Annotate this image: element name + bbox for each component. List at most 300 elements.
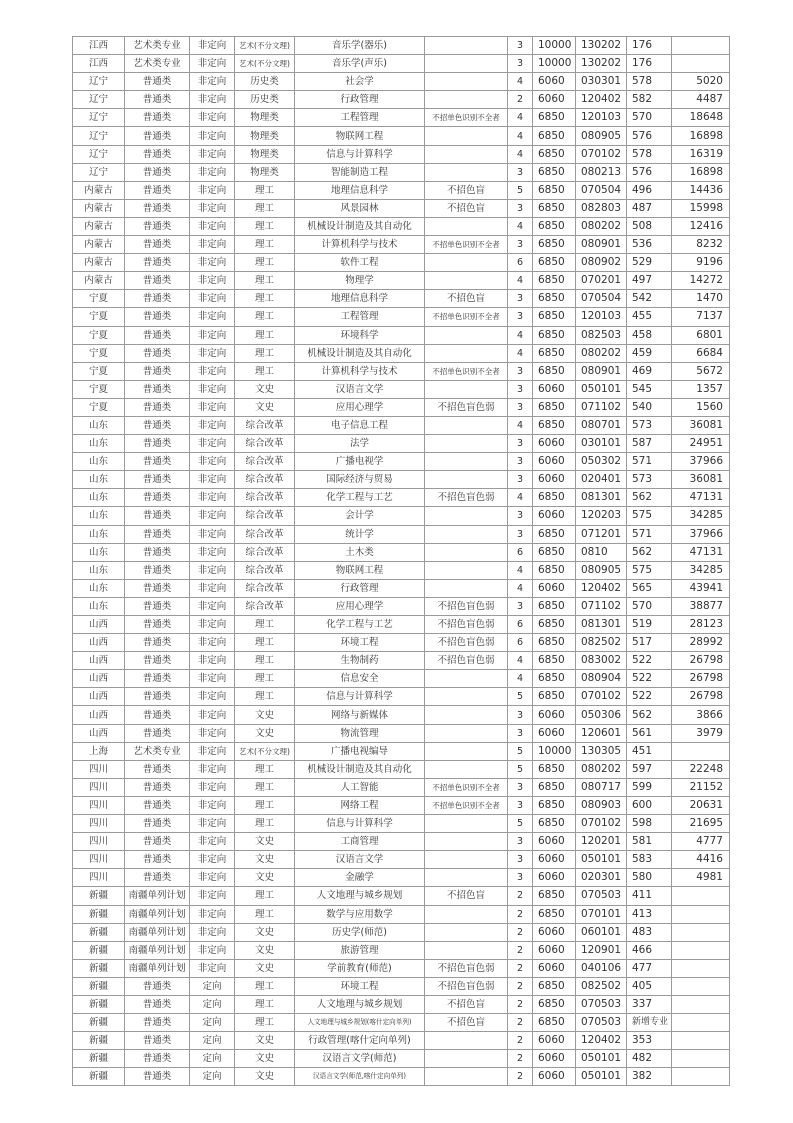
rank-cell: 36081 (672, 416, 730, 434)
table-row (73, 760, 730, 778)
category-cell: 普通类 (125, 778, 190, 796)
years-cell: 3 (508, 453, 533, 471)
restriction-cell (425, 73, 508, 91)
tuition-cell: 6060 (533, 1032, 576, 1050)
major-cell: 信息安全 (295, 670, 425, 688)
category-cell: 普通类 (125, 217, 190, 235)
tuition-cell: 6850 (533, 796, 576, 814)
province-cell: 山东 (73, 453, 125, 471)
province-cell: 江西 (73, 55, 125, 73)
province-cell: 山东 (73, 525, 125, 543)
province-cell: 新疆 (73, 959, 125, 977)
table-row (73, 308, 730, 326)
major-cell: 物联网工程 (295, 561, 425, 579)
category-cell: 普通类 (125, 91, 190, 109)
province-cell: 内蒙古 (73, 236, 125, 254)
major-cell: 人文地理与城乡规划 (295, 887, 425, 905)
major-code-cell: 120901 (576, 941, 627, 959)
restriction-cell: 不招色盲色弱 (425, 977, 508, 995)
table-row (73, 380, 730, 398)
orientation-cell: 非定向 (190, 163, 235, 181)
restriction-cell (425, 833, 508, 851)
major-cell: 机械设计制造及其自动化 (295, 760, 425, 778)
years-cell: 2 (508, 1032, 533, 1050)
category-cell: 普通类 (125, 435, 190, 453)
major-code-cell: 080904 (576, 670, 627, 688)
orientation-cell: 非定向 (190, 109, 235, 127)
major-code-cell: 083002 (576, 652, 627, 670)
restriction-cell: 不招色盲 (425, 995, 508, 1013)
rank-cell (672, 1014, 730, 1032)
subject-type-cell: 理工 (235, 905, 295, 923)
major-cell: 智能制造工程 (295, 163, 425, 181)
restriction-cell (425, 416, 508, 434)
years-cell: 4 (508, 489, 533, 507)
table-row (73, 742, 730, 760)
orientation-cell: 定向 (190, 977, 235, 995)
restriction-cell (425, 91, 508, 109)
score-cell: 597 (627, 760, 672, 778)
rank-cell: 3866 (672, 706, 730, 724)
years-cell: 2 (508, 905, 533, 923)
tuition-cell: 6060 (533, 471, 576, 489)
major-code-cell: 080717 (576, 778, 627, 796)
major-cell: 人工智能 (295, 778, 425, 796)
score-cell: 598 (627, 815, 672, 833)
subject-type-cell: 文史 (235, 833, 295, 851)
province-cell: 山东 (73, 471, 125, 489)
major-code-cell: 040106 (576, 959, 627, 977)
tuition-cell: 6850 (533, 109, 576, 127)
orientation-cell: 非定向 (190, 543, 235, 561)
years-cell: 2 (508, 1050, 533, 1068)
score-cell: 458 (627, 326, 672, 344)
restriction-cell: 不招色盲色弱 (425, 634, 508, 652)
table-row (73, 543, 730, 561)
major-cell: 应用心理学 (295, 398, 425, 416)
orientation-cell: 定向 (190, 995, 235, 1013)
restriction-cell: 不招色盲色弱 (425, 398, 508, 416)
province-cell: 山西 (73, 652, 125, 670)
years-cell: 4 (508, 272, 533, 290)
subject-type-cell: 文史 (235, 380, 295, 398)
orientation-cell: 非定向 (190, 579, 235, 597)
rank-cell: 15998 (672, 199, 730, 217)
major-cell: 物流管理 (295, 724, 425, 742)
rank-cell: 1470 (672, 290, 730, 308)
category-cell: 普通类 (125, 851, 190, 869)
years-cell: 4 (508, 561, 533, 579)
category-cell: 普通类 (125, 362, 190, 380)
category-cell: 普通类 (125, 254, 190, 272)
restriction-cell (425, 670, 508, 688)
subject-type-cell: 文史 (235, 1068, 295, 1086)
orientation-cell: 非定向 (190, 706, 235, 724)
subject-type-cell: 物理类 (235, 163, 295, 181)
category-cell: 南疆单列计划 (125, 959, 190, 977)
subject-type-cell: 历史类 (235, 91, 295, 109)
category-cell: 普通类 (125, 489, 190, 507)
score-cell: 562 (627, 489, 672, 507)
tuition-cell: 6850 (533, 543, 576, 561)
major-code-cell: 050101 (576, 380, 627, 398)
major-cell: 信息与计算科学 (295, 815, 425, 833)
tuition-cell: 6060 (533, 380, 576, 398)
restriction-cell (425, 380, 508, 398)
province-cell: 江西 (73, 37, 125, 55)
subject-type-cell: 物理类 (235, 109, 295, 127)
subject-type-cell: 理工 (235, 652, 295, 670)
major-cell: 信息与计算科学 (295, 145, 425, 163)
major-code-cell: 070503 (576, 887, 627, 905)
table-row (73, 344, 730, 362)
years-cell: 3 (508, 471, 533, 489)
rank-cell: 9196 (672, 254, 730, 272)
tuition-cell: 6850 (533, 398, 576, 416)
rank-cell (672, 995, 730, 1013)
rank-cell (672, 905, 730, 923)
table-row (73, 489, 730, 507)
tuition-cell: 6850 (533, 815, 576, 833)
rank-cell: 14272 (672, 272, 730, 290)
province-cell: 山西 (73, 706, 125, 724)
rank-cell: 3979 (672, 724, 730, 742)
tuition-cell: 6850 (533, 688, 576, 706)
subject-type-cell: 理工 (235, 616, 295, 634)
tuition-cell: 6060 (533, 724, 576, 742)
tuition-cell: 6850 (533, 145, 576, 163)
years-cell: 4 (508, 127, 533, 145)
subject-type-cell: 综合改革 (235, 453, 295, 471)
subject-type-cell: 文史 (235, 1050, 295, 1068)
score-cell: 545 (627, 380, 672, 398)
province-cell: 新疆 (73, 995, 125, 1013)
province-cell: 内蒙古 (73, 181, 125, 199)
subject-type-cell: 艺术(不分文理) (235, 37, 295, 55)
orientation-cell: 非定向 (190, 670, 235, 688)
score-cell: 575 (627, 507, 672, 525)
orientation-cell: 非定向 (190, 887, 235, 905)
rank-cell (672, 977, 730, 995)
major-code-cell: 080905 (576, 561, 627, 579)
province-cell: 辽宁 (73, 163, 125, 181)
major-code-cell: 050306 (576, 706, 627, 724)
province-cell: 四川 (73, 851, 125, 869)
tuition-cell: 6850 (533, 905, 576, 923)
restriction-cell (425, 507, 508, 525)
major-cell: 法学 (295, 435, 425, 453)
major-code-cell: 120103 (576, 308, 627, 326)
years-cell: 5 (508, 815, 533, 833)
table-row (73, 579, 730, 597)
score-cell: 405 (627, 977, 672, 995)
category-cell: 普通类 (125, 272, 190, 290)
category-cell: 普通类 (125, 724, 190, 742)
subject-type-cell: 文史 (235, 724, 295, 742)
subject-type-cell: 理工 (235, 217, 295, 235)
major-code-cell: 120402 (576, 579, 627, 597)
restriction-cell (425, 561, 508, 579)
orientation-cell: 非定向 (190, 597, 235, 615)
tuition-cell: 6060 (533, 706, 576, 724)
years-cell: 6 (508, 634, 533, 652)
table-row (73, 869, 730, 887)
major-code-cell: 120103 (576, 109, 627, 127)
major-cell: 风景园林 (295, 199, 425, 217)
table-row (73, 145, 730, 163)
years-cell: 2 (508, 977, 533, 995)
restriction-cell (425, 55, 508, 73)
years-cell: 4 (508, 416, 533, 434)
major-cell: 行政管理 (295, 579, 425, 597)
rank-cell: 38877 (672, 597, 730, 615)
major-code-cell: 130202 (576, 55, 627, 73)
major-code-cell: 050101 (576, 851, 627, 869)
years-cell: 4 (508, 217, 533, 235)
score-cell: 581 (627, 833, 672, 851)
subject-type-cell: 理工 (235, 344, 295, 362)
table-row (73, 815, 730, 833)
category-cell: 普通类 (125, 995, 190, 1013)
score-cell: 562 (627, 543, 672, 561)
table-row (73, 507, 730, 525)
province-cell: 辽宁 (73, 127, 125, 145)
score-cell: 新增专业 (627, 1014, 672, 1032)
orientation-cell: 非定向 (190, 851, 235, 869)
score-cell: 176 (627, 55, 672, 73)
rank-cell: 37966 (672, 453, 730, 471)
tuition-cell: 6850 (533, 597, 576, 615)
tuition-cell: 6850 (533, 525, 576, 543)
score-cell: 522 (627, 688, 672, 706)
years-cell: 4 (508, 145, 533, 163)
restriction-cell (425, 923, 508, 941)
major-code-cell: 020401 (576, 471, 627, 489)
tuition-cell: 6850 (533, 217, 576, 235)
table-row (73, 416, 730, 434)
score-cell: 497 (627, 272, 672, 290)
years-cell: 2 (508, 1014, 533, 1032)
score-cell: 578 (627, 145, 672, 163)
orientation-cell: 定向 (190, 1014, 235, 1032)
restriction-cell (425, 163, 508, 181)
subject-type-cell: 文史 (235, 706, 295, 724)
category-cell: 南疆单列计划 (125, 887, 190, 905)
province-cell: 四川 (73, 869, 125, 887)
rank-cell: 21695 (672, 815, 730, 833)
major-cell: 物理学 (295, 272, 425, 290)
restriction-cell (425, 1032, 508, 1050)
years-cell: 4 (508, 579, 533, 597)
score-cell: 571 (627, 453, 672, 471)
subject-type-cell: 理工 (235, 977, 295, 995)
score-cell: 451 (627, 742, 672, 760)
major-cell: 信息与计算科学 (295, 688, 425, 706)
province-cell: 内蒙古 (73, 254, 125, 272)
category-cell: 普通类 (125, 380, 190, 398)
orientation-cell: 非定向 (190, 815, 235, 833)
major-cell: 网络与新媒体 (295, 706, 425, 724)
years-cell: 3 (508, 380, 533, 398)
category-cell: 普通类 (125, 579, 190, 597)
restriction-cell (425, 453, 508, 471)
orientation-cell: 非定向 (190, 561, 235, 579)
province-cell: 新疆 (73, 923, 125, 941)
province-cell: 四川 (73, 833, 125, 851)
category-cell: 普通类 (125, 416, 190, 434)
tuition-cell: 6060 (533, 579, 576, 597)
major-code-cell: 080901 (576, 236, 627, 254)
orientation-cell: 非定向 (190, 525, 235, 543)
table-row (73, 163, 730, 181)
rank-cell: 6801 (672, 326, 730, 344)
score-cell: 540 (627, 398, 672, 416)
category-cell: 普通类 (125, 290, 190, 308)
major-cell: 学前教育(师范) (295, 959, 425, 977)
major-cell: 机械设计制造及其自动化 (295, 217, 425, 235)
restriction-cell (425, 706, 508, 724)
major-cell: 汉语言文学 (295, 380, 425, 398)
orientation-cell: 非定向 (190, 742, 235, 760)
orientation-cell: 非定向 (190, 507, 235, 525)
orientation-cell: 非定向 (190, 127, 235, 145)
restriction-cell: 不招色盲 (425, 290, 508, 308)
province-cell: 宁夏 (73, 398, 125, 416)
years-cell: 3 (508, 199, 533, 217)
subject-type-cell: 理工 (235, 796, 295, 814)
orientation-cell: 非定向 (190, 55, 235, 73)
major-code-cell: 080701 (576, 416, 627, 434)
rank-cell: 37966 (672, 525, 730, 543)
rank-cell: 8232 (672, 236, 730, 254)
restriction-cell (425, 326, 508, 344)
category-cell: 南疆单列计划 (125, 905, 190, 923)
years-cell: 3 (508, 525, 533, 543)
tuition-cell: 6850 (533, 489, 576, 507)
years-cell: 3 (508, 163, 533, 181)
tuition-cell: 6060 (533, 1068, 576, 1086)
category-cell: 普通类 (125, 127, 190, 145)
restriction-cell (425, 941, 508, 959)
orientation-cell: 非定向 (190, 435, 235, 453)
major-cell: 环境科学 (295, 326, 425, 344)
orientation-cell: 非定向 (190, 91, 235, 109)
subject-type-cell: 文史 (235, 941, 295, 959)
subject-type-cell: 理工 (235, 181, 295, 199)
restriction-cell (425, 760, 508, 778)
subject-type-cell: 理工 (235, 778, 295, 796)
rank-cell: 43941 (672, 579, 730, 597)
restriction-cell (425, 525, 508, 543)
rank-cell: 18648 (672, 109, 730, 127)
subject-type-cell: 理工 (235, 815, 295, 833)
tuition-cell: 6060 (533, 453, 576, 471)
category-cell: 普通类 (125, 833, 190, 851)
table-row (73, 199, 730, 217)
major-code-cell: 070101 (576, 905, 627, 923)
major-cell: 计算机科学与技术 (295, 362, 425, 380)
score-cell: 575 (627, 561, 672, 579)
table-row (73, 561, 730, 579)
tuition-cell: 6850 (533, 254, 576, 272)
tuition-cell: 6850 (533, 290, 576, 308)
orientation-cell: 非定向 (190, 344, 235, 362)
rank-cell: 22248 (672, 760, 730, 778)
province-cell: 山东 (73, 597, 125, 615)
major-code-cell: 030101 (576, 435, 627, 453)
category-cell: 普通类 (125, 308, 190, 326)
province-cell: 上海 (73, 742, 125, 760)
rank-cell: 5672 (672, 362, 730, 380)
tuition-cell: 6850 (533, 199, 576, 217)
score-cell: 522 (627, 670, 672, 688)
major-cell: 土木类 (295, 543, 425, 561)
tuition-cell: 6850 (533, 670, 576, 688)
major-code-cell: 070102 (576, 145, 627, 163)
major-cell: 行政管理(喀什定向单列) (295, 1032, 425, 1050)
major-cell: 旅游管理 (295, 941, 425, 959)
restriction-cell: 不招色盲色弱 (425, 616, 508, 634)
rank-cell: 4981 (672, 869, 730, 887)
major-code-cell: 050302 (576, 453, 627, 471)
rank-cell (672, 742, 730, 760)
major-code-cell: 0810 (576, 543, 627, 561)
province-cell: 山西 (73, 688, 125, 706)
score-cell: 565 (627, 579, 672, 597)
province-cell: 山西 (73, 724, 125, 742)
rank-cell (672, 941, 730, 959)
major-code-cell: 081301 (576, 616, 627, 634)
tuition-cell: 6850 (533, 616, 576, 634)
category-cell: 普通类 (125, 760, 190, 778)
orientation-cell: 定向 (190, 1050, 235, 1068)
subject-type-cell: 艺术(不分文理) (235, 742, 295, 760)
rank-cell: 1560 (672, 398, 730, 416)
major-cell: 汉语言文学(师范) (295, 1050, 425, 1068)
rank-cell: 24951 (672, 435, 730, 453)
restriction-cell (425, 851, 508, 869)
tuition-cell: 6060 (533, 941, 576, 959)
score-cell: 570 (627, 597, 672, 615)
score-cell: 176 (627, 37, 672, 55)
province-cell: 新疆 (73, 1050, 125, 1068)
province-cell: 新疆 (73, 977, 125, 995)
subject-type-cell: 综合改革 (235, 579, 295, 597)
orientation-cell: 非定向 (190, 833, 235, 851)
restriction-cell (425, 217, 508, 235)
province-cell: 四川 (73, 815, 125, 833)
table-row (73, 471, 730, 489)
category-cell: 普通类 (125, 706, 190, 724)
orientation-cell: 非定向 (190, 489, 235, 507)
rank-cell: 14436 (672, 181, 730, 199)
table-row (73, 326, 730, 344)
years-cell: 5 (508, 181, 533, 199)
category-cell: 普通类 (125, 597, 190, 615)
major-cell: 计算机科学与技术 (295, 236, 425, 254)
restriction-cell (425, 1068, 508, 1086)
tuition-cell: 6850 (533, 995, 576, 1013)
restriction-cell: 不招色盲 (425, 181, 508, 199)
orientation-cell: 非定向 (190, 724, 235, 742)
score-cell: 599 (627, 778, 672, 796)
subject-type-cell: 综合改革 (235, 416, 295, 434)
table-row (73, 923, 730, 941)
category-cell: 普通类 (125, 634, 190, 652)
tuition-cell: 6850 (533, 652, 576, 670)
years-cell: 2 (508, 1068, 533, 1086)
table-row (73, 398, 730, 416)
